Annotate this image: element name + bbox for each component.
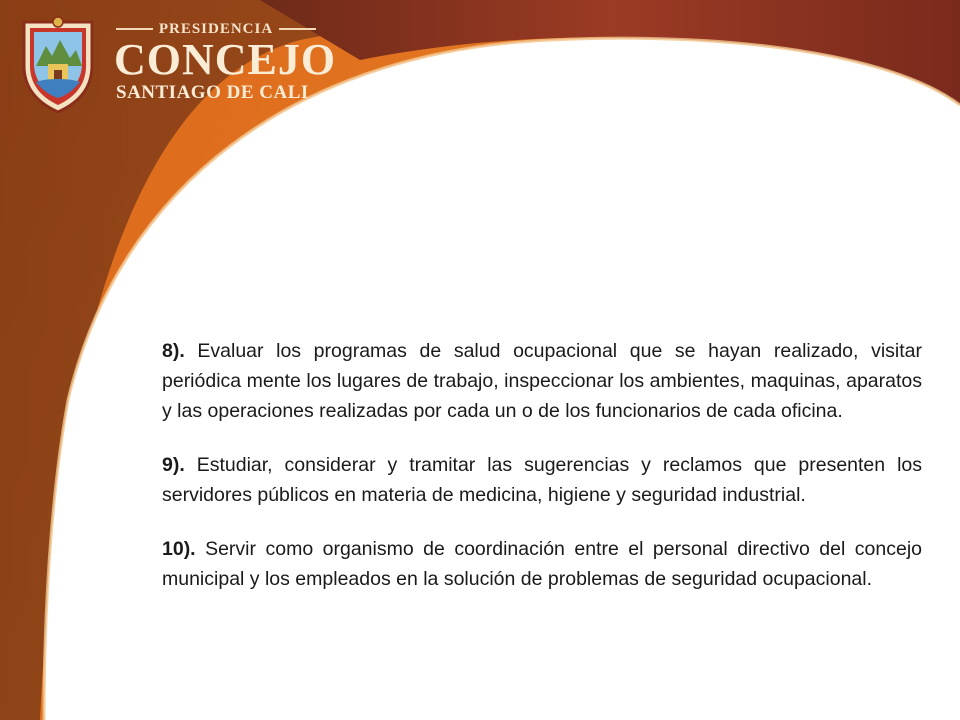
list-item (162, 534, 922, 594)
org-sub-label: SANTIAGO DE CALI (116, 82, 309, 103)
org-top-label: PRESIDENCIA (158, 20, 274, 37)
coat-of-arms-icon (18, 14, 98, 114)
logo (18, 14, 337, 114)
org-main-label: CONCEJO (114, 35, 337, 84)
item-number: 8). (162, 340, 185, 362)
slide-body (162, 336, 922, 594)
item-number: 9). (162, 454, 185, 476)
item-text: Evaluar los programas de salud ocupacional que se hayan realizado, visitar periódica mente los lugares de trabajo, inspeccionar los ambientes, maquinas, aparatos y las operaciones realizadas por cada un o de los funcionarios de cada oficina. (162, 340, 922, 422)
divider (279, 28, 316, 30)
list-item (162, 336, 922, 426)
divider (116, 28, 153, 30)
item-number: 10). (162, 538, 196, 560)
item-text: Estudiar, considerar y tramitar las sugerencias y reclamos que presenten los servidores públicos en materia de medicina, higiene y seguridad industrial. (162, 454, 922, 506)
list-item (162, 450, 922, 510)
item-text: Servir como organismo de coordinación entre el personal directivo del concejo municipal y los empleados en la solución de problemas de seguridad ocupacional. (162, 538, 922, 590)
